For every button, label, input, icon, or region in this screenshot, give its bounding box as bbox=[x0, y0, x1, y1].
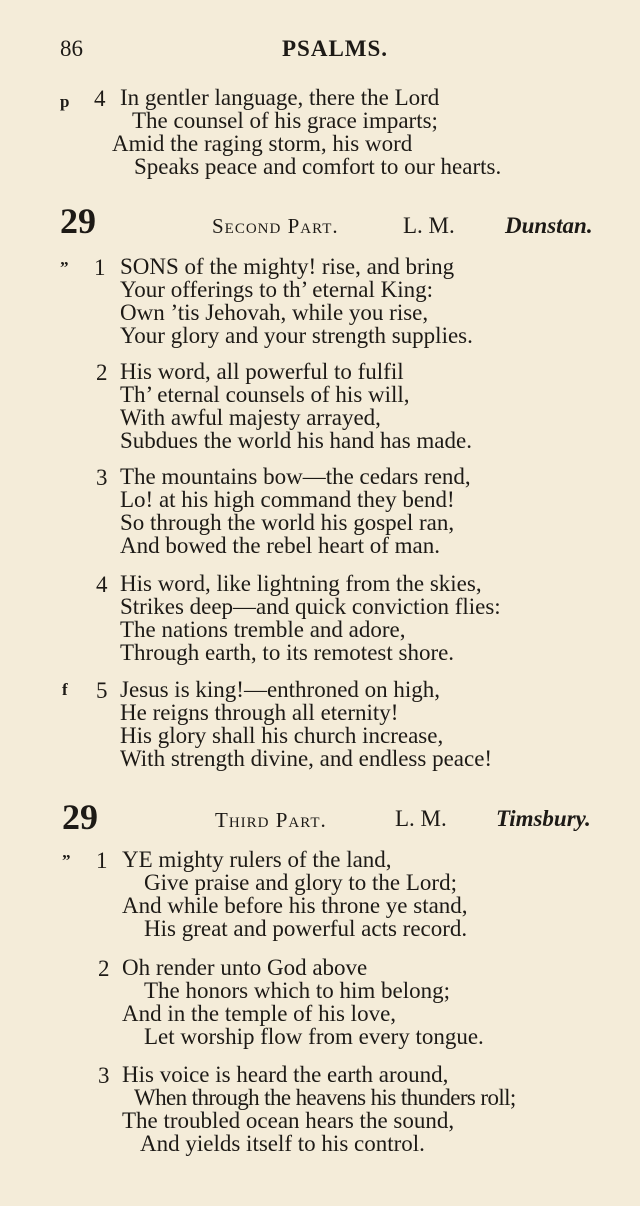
verse-line: With awful majesty arrayed, bbox=[120, 405, 381, 430]
hymn-part: Second Part. bbox=[212, 214, 339, 238]
dynamic-mark: ” bbox=[60, 258, 69, 277]
hymn-meter: L. M. bbox=[395, 806, 447, 831]
verse-line: SONS of the mighty! rise, and bring bbox=[120, 254, 455, 279]
verse-line: His voice is heard the earth around, bbox=[122, 1062, 449, 1087]
verse-line: And bowed the rebel heart of man. bbox=[120, 533, 440, 558]
verse-line: Th’ eternal counsels of his will, bbox=[120, 382, 410, 407]
verse-line: When through the heavens his thunders roll; bbox=[134, 1085, 516, 1110]
verse-line: And yields itself to his control. bbox=[140, 1131, 425, 1156]
hymn-number: 29 bbox=[62, 797, 98, 837]
page-title: PSALMS. bbox=[282, 36, 389, 61]
hymn-number: 29 bbox=[60, 201, 96, 241]
verse-number: 5 bbox=[96, 678, 108, 703]
verse-line: Amid the raging storm, his word bbox=[112, 131, 413, 156]
verse-number: 1 bbox=[96, 848, 108, 873]
verse-line: His glory shall his church increase, bbox=[120, 723, 444, 748]
verse-line: The mountains bow—the cedars rend, bbox=[120, 464, 471, 489]
verse-line: Let worship flow from every tongue. bbox=[144, 1024, 484, 1049]
verse-line: And while before his throne ye stand, bbox=[122, 893, 468, 918]
verse-number: 4 bbox=[94, 86, 106, 111]
verse-number: 3 bbox=[96, 465, 108, 490]
verse-line: YE mighty rulers of the land, bbox=[122, 847, 392, 872]
hymn-tune: Timsbury. bbox=[496, 806, 591, 831]
verse-line: With strength divine, and endless peace! bbox=[120, 746, 493, 771]
verse-line: Your glory and your strength supplies. bbox=[120, 323, 473, 348]
verse-line: The counsel of his grace imparts; bbox=[132, 108, 438, 133]
verse-number: 1 bbox=[94, 255, 106, 280]
hymn-tune: Dunstan. bbox=[505, 213, 593, 238]
verse-line: Subdues the world his hand has made. bbox=[120, 428, 472, 453]
verse-line: His word, like lightning from the skies, bbox=[120, 571, 482, 596]
verse-line: The nations tremble and adore, bbox=[120, 617, 406, 642]
verse-line: Your offerings to th’ eternal King: bbox=[120, 277, 434, 302]
verse-line: Jesus is king!—enthroned on high, bbox=[120, 677, 441, 702]
verse-line: In gentler language, there the Lord bbox=[120, 85, 440, 110]
verse-line: Give praise and glory to the Lord; bbox=[144, 870, 457, 895]
verse-line: And in the temple of his love, bbox=[122, 1001, 397, 1026]
dynamic-mark: f bbox=[62, 680, 68, 699]
dynamic-mark: p bbox=[60, 92, 70, 111]
dynamic-mark: ” bbox=[62, 851, 71, 870]
verse-line: So through the world his gospel ran, bbox=[120, 510, 455, 535]
verse-number: 3 bbox=[98, 1063, 110, 1088]
verse-line: Speaks peace and comfort to our hearts. bbox=[134, 154, 502, 179]
verse-line: Own ’tis Jehovah, while you rise, bbox=[120, 300, 429, 325]
verse-line: Lo! at his high command they bend! bbox=[120, 487, 455, 512]
verse-number: 2 bbox=[98, 956, 110, 981]
verse-line: The troubled ocean hears the sound, bbox=[122, 1108, 455, 1133]
verse-line: He reigns through all eternity! bbox=[120, 700, 399, 725]
verse-number: 4 bbox=[96, 572, 108, 597]
verse-line: His word, all powerful to fulfil bbox=[120, 359, 404, 384]
page-number: 86 bbox=[60, 36, 83, 61]
hymn-meter: L. M. bbox=[403, 213, 455, 238]
hymn-part: Third Part. bbox=[215, 808, 327, 832]
verse-line: The honors which to him belong; bbox=[144, 978, 450, 1003]
verse-line: Strikes deep—and quick conviction flies: bbox=[120, 594, 501, 619]
verse-number: 2 bbox=[96, 360, 108, 385]
verse-line: His great and powerful acts record. bbox=[144, 916, 468, 941]
verse-line: Oh render unto God above bbox=[122, 955, 368, 980]
verse-line: Through earth, to its remotest shore. bbox=[120, 640, 455, 665]
